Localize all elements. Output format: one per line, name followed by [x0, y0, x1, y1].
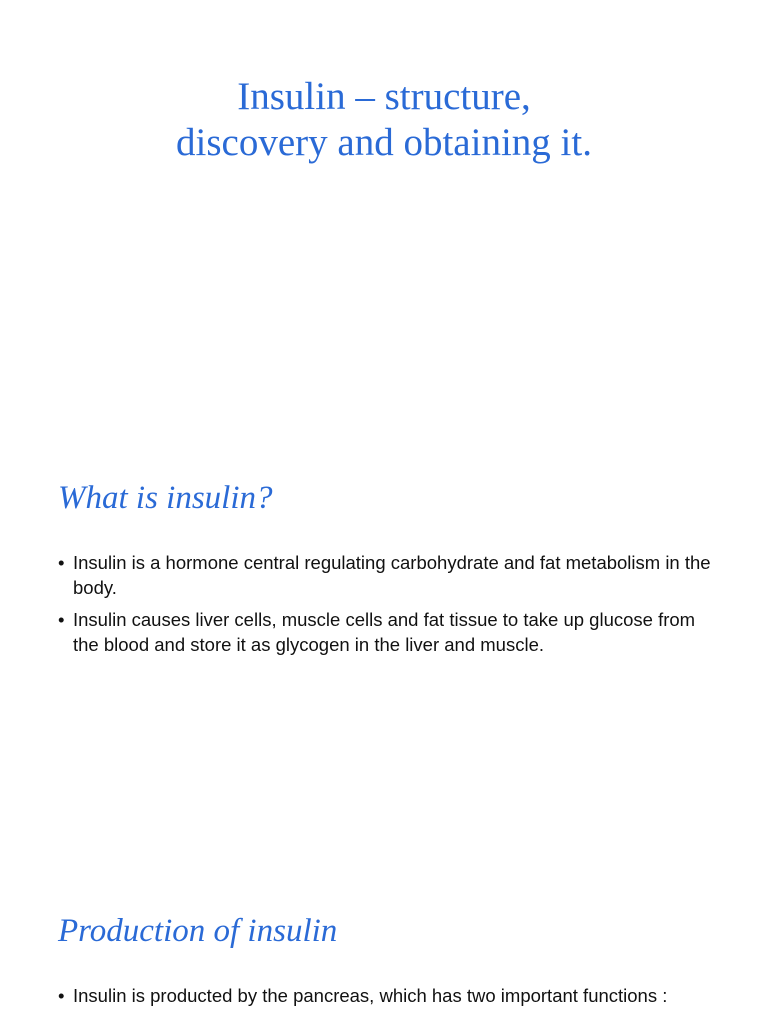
bullet-item: [58, 983, 718, 1008]
bullet-list: [58, 983, 718, 1015]
bullet-glyph: •: [58, 985, 65, 1006]
bullet-item: [58, 607, 718, 657]
title-line-2: discovery and obtaining it.: [176, 121, 592, 164]
bullet-glyph: •: [58, 552, 65, 573]
bullet-text: Insulin is a hormone central regulating carbohydrate and fat metabolism in the body.: [73, 552, 711, 598]
slide-heading: Production of insulin: [58, 913, 338, 949]
slide-what-is-insulin: [0, 432, 768, 864]
presentation-title: [0, 74, 768, 166]
slide-production-of-insulin: [0, 864, 768, 1024]
slide-heading: What is insulin?: [58, 480, 273, 516]
bullet-item: [58, 550, 718, 600]
bullet-list: [58, 550, 718, 664]
bullet-text: Insulin is producted by the pancreas, which has two important functions :: [73, 985, 668, 1006]
title-line-1: Insulin – structure,: [237, 75, 531, 118]
bullet-glyph: •: [58, 609, 65, 630]
bullet-text: Insulin causes liver cells, muscle cells and fat tissue to take up glucose from the blood and store it as glycogen in the liver and muscle.: [73, 609, 696, 655]
slide-title: [0, 0, 768, 432]
